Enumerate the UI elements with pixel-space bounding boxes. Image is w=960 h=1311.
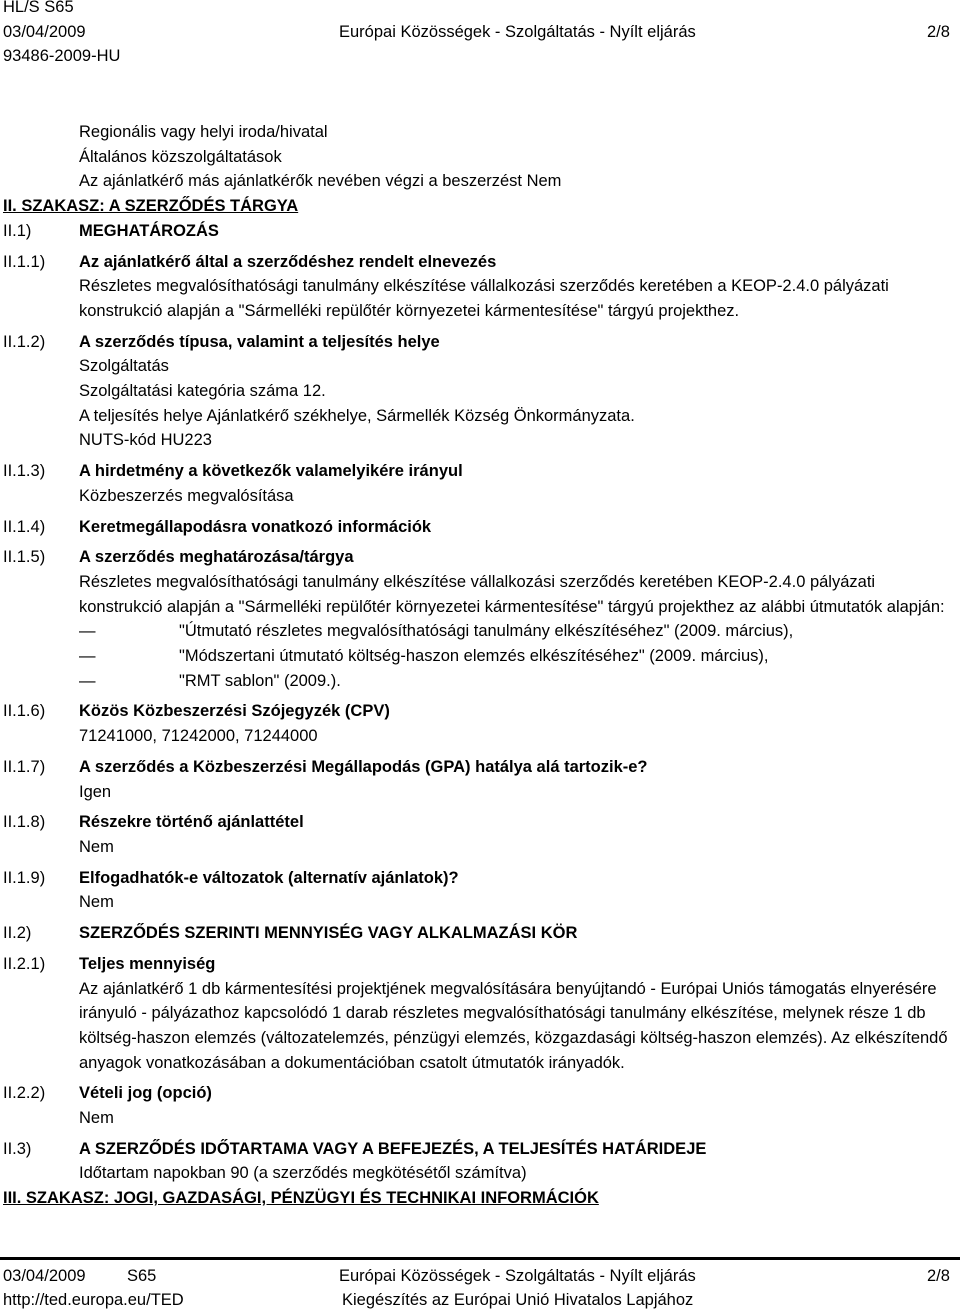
footer-page: 2/8 [927, 1267, 950, 1285]
section-title: A SZERZŐDÉS IDŐTARTAMA VAGY A BEFEJEZÉS, A TELJESÍTÉS HATÁRIDEJE [79, 1139, 707, 1158]
header-title: Európai Közösségek - Szolgáltatás - Nyílt eljárás [339, 23, 696, 41]
footer-url: http://ted.europa.eu/TED [3, 1291, 184, 1309]
section-II-1-8 [0, 810, 960, 859]
section-text: Részletes megvalósíthatósági tanulmány elkészítése vállalkozási szerződés keretében KEOP-2.4.0 pályázati konstrukció alapján a "Sármelléki repülőtér környezetei kármentesítése" tárgyú projekthez az alábbi útmutatók alapján: [79, 572, 945, 616]
section-number: II.1.3) [3, 462, 46, 481]
section-title: Teljes mennyiség [79, 954, 216, 973]
list-item: — "Útmutató részletes megvalósíthatósági tanulmány elkészítéséhez" (2009. március), [79, 619, 954, 644]
section-3-title: III. SZAKASZ: JOGI, GAZDASÁGI, PÉNZÜGYI ÉS TECHNIKAI INFORMÁCIÓK [3, 1189, 599, 1208]
section-II-2 [0, 921, 960, 946]
section-number: II.2) [3, 924, 32, 943]
footer-supplement: Kiegészítés az Európai Unió Hivatalos Lapjához [342, 1291, 694, 1309]
section-title: A szerződés meghatározása/tárgya [79, 548, 354, 567]
section-title: Vételi jog (opció) [79, 1084, 212, 1103]
section-title: SZERZŐDÉS SZERINTI MENNYISÉG VAGY ALKALMAZÁSI KÖR [79, 924, 578, 943]
dash-marker: — [79, 671, 96, 690]
section-II-1-4 [0, 515, 960, 540]
section-number: II.1.4) [3, 517, 46, 536]
section-text: A teljesítés helye Ajánlatkérő székhelye, Sármellék Község Önkormányzata. [79, 406, 635, 425]
section-II-2-2 [0, 1081, 960, 1130]
section-II-1-7 [0, 755, 960, 804]
section-text: Szolgáltatási kategória száma 12. [79, 382, 326, 401]
section-number: II.1.2) [3, 332, 46, 351]
section-text: Közbeszerzés megvalósítása [79, 486, 294, 505]
section-title: A hirdetmény a következők valamelyikére irányul [79, 462, 463, 481]
footer-date: 03/04/2009 [3, 1267, 86, 1285]
section-text: Szolgáltatás [79, 357, 169, 376]
section-text: Időtartam napokban 90 (a szerződés megkötésétől számítva) [79, 1164, 527, 1183]
section-title: Közös Közbeszerzési Szójegyzék (CPV) [79, 702, 390, 721]
section-number: II.1.5) [3, 548, 46, 567]
page-footer [0, 1264, 960, 1311]
section-title: Elfogadhatók-e változatok (alternatív ajánlatok)? [79, 868, 459, 887]
doc-code: HL/S S65 [3, 0, 74, 16]
section-number: II.1.8) [3, 813, 46, 832]
section-text: Nem [79, 1109, 114, 1128]
list-item: — "Módszertani útmutató költség-haszon elemzés elkészítéséhez" (2009. március), [79, 644, 954, 669]
dash-marker: — [79, 647, 96, 666]
section-text: NUTS-kód HU223 [79, 431, 212, 450]
section-number: II.3) [3, 1139, 32, 1158]
section-title: Az ajánlatkérő által a szerződéshez rendelt elnevezés [79, 252, 497, 271]
section-text: Az ajánlatkérő 1 db kármentesítési projektjének megvalósítására benyújtandó - Európai Uniós támogatás elnyerésére irányuló - pályázathoz kapcsolódó 1 darab részletes megvalósíthatósági tanulmány elkészítése, melynek része 1 db költség-haszon elemzés (változatelemzés, pénzügyi elemzés, közgazdasági költség-haszon elemzés). Az elkészítendő anyagok vonatkozásában a dokumentációban csatolt útmutatók irányadók. [79, 979, 948, 1072]
header-ref: 93486-2009-HU [3, 47, 121, 65]
section-text: Nem [79, 893, 114, 912]
list-item: — "RMT sablon" (2009.). [79, 669, 954, 694]
section-2-title: II. SZAKASZ: A SZERZŐDÉS TÁRGYA [3, 197, 299, 216]
footer-divider [0, 1257, 960, 1260]
section-II-1-1 [0, 250, 960, 324]
section-text: Részletes megvalósíthatósági tanulmány elkészítése vállalkozási szerződés keretében a KEOP-2.4.0 pályázati konstrukció alapján a "Sármelléki repülőtér környezetei kármentesítése" tárgyú projekthez. [79, 277, 889, 320]
page-header [0, 0, 960, 70]
intro-line: Az ajánlatkérő más ajánlatkérők nevében végzi a beszerzést Nem [79, 172, 562, 191]
section-number: II.1.1) [3, 252, 46, 271]
section-II-3 [0, 1137, 960, 1186]
intro-line: Regionális vagy helyi iroda/hivatal [79, 123, 328, 141]
section-title: A szerződés a Közbeszerzési Megállapodás (GPA) hatálya alá tartozik-e? [79, 757, 648, 776]
section-number: II.1) [3, 221, 32, 240]
section-number: II.1.6) [3, 702, 46, 721]
intro-line: Általános közszolgáltatások [79, 147, 282, 166]
section-title: Részekre történő ajánlattétel [79, 813, 304, 832]
section-number: II.2.1) [3, 954, 46, 973]
section-number: II.2.2) [3, 1084, 46, 1103]
section-number: II.1.7) [3, 757, 46, 776]
header-date: 03/04/2009 [3, 23, 86, 41]
section-II-1-5 [0, 545, 960, 693]
section-II-1-3 [0, 459, 960, 508]
section-title: MEGHATÁROZÁS [79, 221, 219, 240]
section-text: 71241000, 71242000, 71244000 [79, 727, 318, 746]
section-text: Nem [79, 837, 114, 856]
document-body [0, 120, 960, 1211]
section-number: II.1.9) [3, 868, 46, 887]
footer-series: S65 [127, 1267, 157, 1285]
section-text: Igen [79, 782, 112, 801]
footer-title: Európai Közösségek - Szolgáltatás - Nyílt eljárás [339, 1267, 696, 1285]
section-II-1-9 [0, 866, 960, 915]
section-II-1-2 [0, 330, 960, 454]
section-II-1-6 [0, 699, 960, 748]
section-title: Keretmegállapodásra vonatkozó információk [79, 517, 432, 536]
section-II-1 [0, 219, 960, 244]
dash-marker: — [79, 622, 96, 641]
header-page: 2/8 [927, 23, 950, 41]
intro-block [0, 120, 960, 194]
section-title: A szerződés típusa, valamint a teljesítés helye [79, 332, 440, 351]
section-II-2-1 [0, 952, 960, 1076]
